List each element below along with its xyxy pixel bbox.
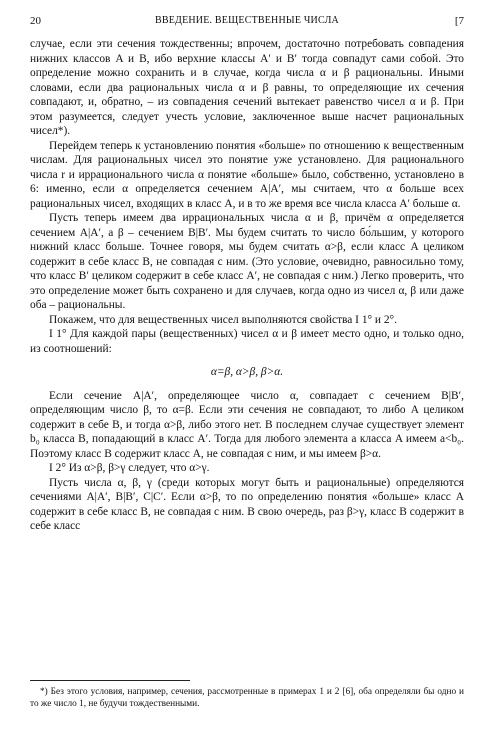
running-title: ВВЕДЕНИЕ. ВЕЩЕСТВЕННЫЕ ЧИСЛА — [155, 15, 339, 26]
paragraph: случае, если эти сечения тождественны; впрочем, достаточно потребовать совпадения нижних классов A и B, ибо верхние классы A′ и B′ тогда совпадут сами собой. Это определение можно сохранить и в случае, когда числа α и β рациональны. Иными словами, если два рациональных числа α и β равны, то определяющие их сечения совпадают, и, обратно, – из совпадения сечений вытекает равенство чисел α и β. При этом разумеется, следует учесть условие, заключенное выше насчет рациональных чисел*). — [30, 38, 464, 137]
page-number: 20 — [30, 15, 41, 27]
page-header — [30, 13, 464, 29]
paragraph: Пусть числа α, β, γ (среди которых могут быть и рациональные) определяются сечениями A|A′, B|B′, C|C′. Если α>β, то по определению понятия «больше» класс A содержит в себе класс B, не совпадая с ним. В свою очередь, раз β>γ, класс B содержит в себе класс — [30, 476, 464, 532]
theorem-statement: I 2° Из α>β, β>γ следует, что α>γ. — [49, 462, 210, 474]
paragraph: Покажем, что для вещественных чисел выполняются свойства I 1° и 2°. — [49, 313, 397, 326]
paragraph: Пусть теперь имеем два иррациональных числа α и β, причём α определяется сечением A|A′, а β – сечением B|B′. Мы будем считать то число бо́льшим, у которого нижний класс больше. Точнее говоря, мы будем считать α>β, если класс A целиком содержит в себе класс B, не совпадая с ним. (Это условие, очевидно, равносильно тому, что класс B′ целиком содержит в себе класс A′, не совпадая с ним.) Легко проверить, что это определение может быть сохранено и для случаев, когда одно из чисел α, β или даже оба – рациональны. — [30, 212, 464, 311]
formula: α=β, α>β, β>α. — [210, 366, 284, 378]
main-text — [30, 37, 464, 534]
theorem-statement: I 1° Для каждой пары (вещественных) чисел α и β имеет место одно, и только одно, из соотношений: — [30, 328, 464, 355]
footnote-divider — [30, 680, 190, 681]
paragraph: Перейдем теперь к установлению понятия «больше» по отношению к вещественным числам. Для рациональных чисел это понятие уже установлено. Для рационального числа r и иррационального числа α понятие «больше» было, собственно, установлено в 6: именно, если α определяется сечением A|A′, мы считаем, что α больше всех рациональных чисел, входящих в класс A, и в то же время все числа класса A′ больше α. — [30, 139, 464, 210]
footnote: *) Без этого условия, например, сечения, рассмотренные в примерах 1 и 2 [6], оба определяли бы одно и то же число 1, не будучи тождественными. — [30, 687, 464, 709]
paragraph: Если сечение A|A′, определяющее число α, совпадает с сечением B|B′, определяющим число β, то α=β. Если эти сечения не совпадают, то либо A целиком содержит в себе B, и тогда α>β, либо этого нет. В последнем случае существует элемент b₀ класса B, попадающий в класс A′. Тогда для любого элемента a класса A имеем a<b₀. Поэтому класс B содержит класс A, не совпадая с ним, и мы имеем β>α. — [30, 389, 464, 460]
section-number: [7 — [454, 15, 464, 27]
